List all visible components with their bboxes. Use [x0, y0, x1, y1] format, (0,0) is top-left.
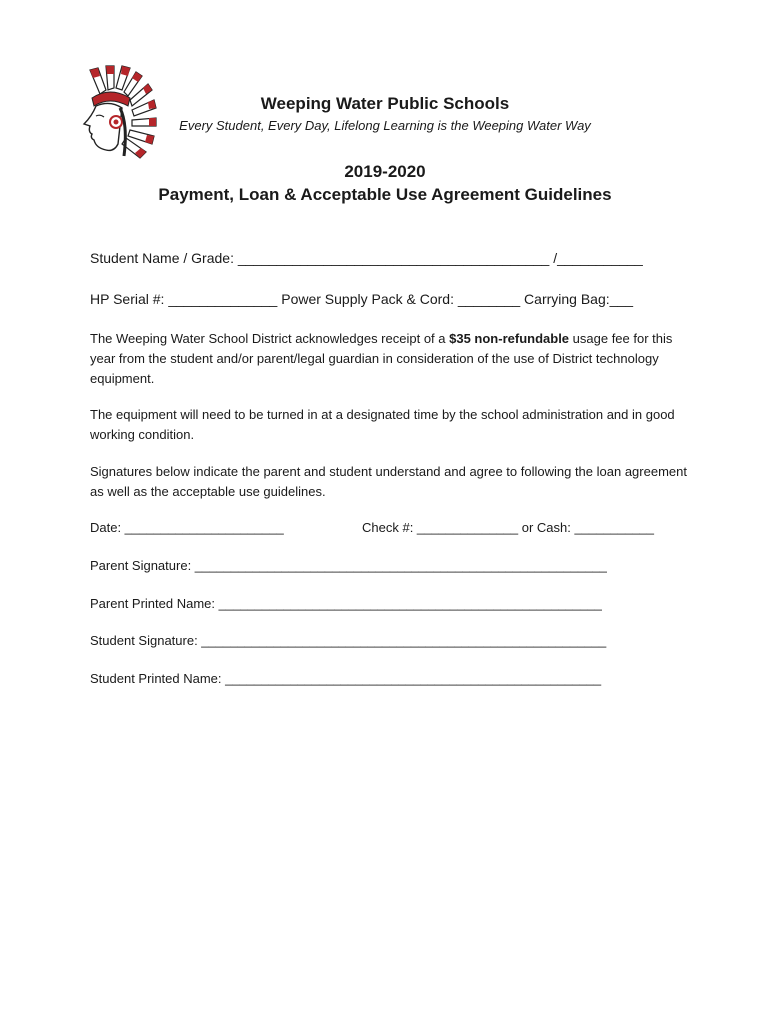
school-name: Weeping Water Public Schools [260, 94, 510, 113]
parent-signature-field[interactable]: Parent Signature: _________________________________________________________ [90, 558, 607, 573]
student-printed-name-field[interactable]: Student Printed Name: ____________________________________________________ [90, 671, 602, 686]
check-cash-field[interactable]: Check #: ______________ or Cash: ___________ [362, 520, 655, 535]
fee-text-before: The Weeping Water School District acknowledges receipt of a [90, 331, 450, 346]
school-logo [70, 64, 166, 164]
fee-text-after: usage fee for this year from the student and/or parent/legal guardian in consideration of the use of District technology equipment. [90, 331, 673, 386]
indian-chief-headdress-logo-icon [70, 64, 166, 164]
equipment-return-paragraph: The equipment will need to be turned in at a designated time by the school administration and in good working condition. [90, 407, 675, 442]
document-title: Payment, Loan & Acceptable Use Agreement Guidelines [158, 185, 612, 204]
document-year: 2019-2020 [344, 162, 426, 181]
fee-acknowledgement-paragraph [90, 329, 688, 389]
serial-power-bag-fields[interactable]: HP Serial #: ______________ Power Supply Pack & Cord: ________ Carrying Bag:___ [90, 291, 633, 307]
student-name-grade-field[interactable]: Student Name / Grade: ________________________________________ /___________ [90, 250, 643, 266]
fee-amount-bold: $35 non-refundable [449, 331, 570, 346]
parent-printed-name-field[interactable]: Parent Printed Name: _____________________________________________________ [90, 596, 602, 611]
student-signature-field[interactable]: Student Signature: ________________________________________________________ [90, 633, 607, 648]
school-motto: Every Student, Every Day, Lifelong Learning is the Weeping Water Way [179, 118, 591, 133]
signature-agreement-paragraph: Signatures below indicate the parent and student understand and agree to following the loan agreement as well as the acceptable use guidelines. [90, 464, 687, 499]
date-field[interactable]: Date: ______________________ [90, 520, 284, 535]
